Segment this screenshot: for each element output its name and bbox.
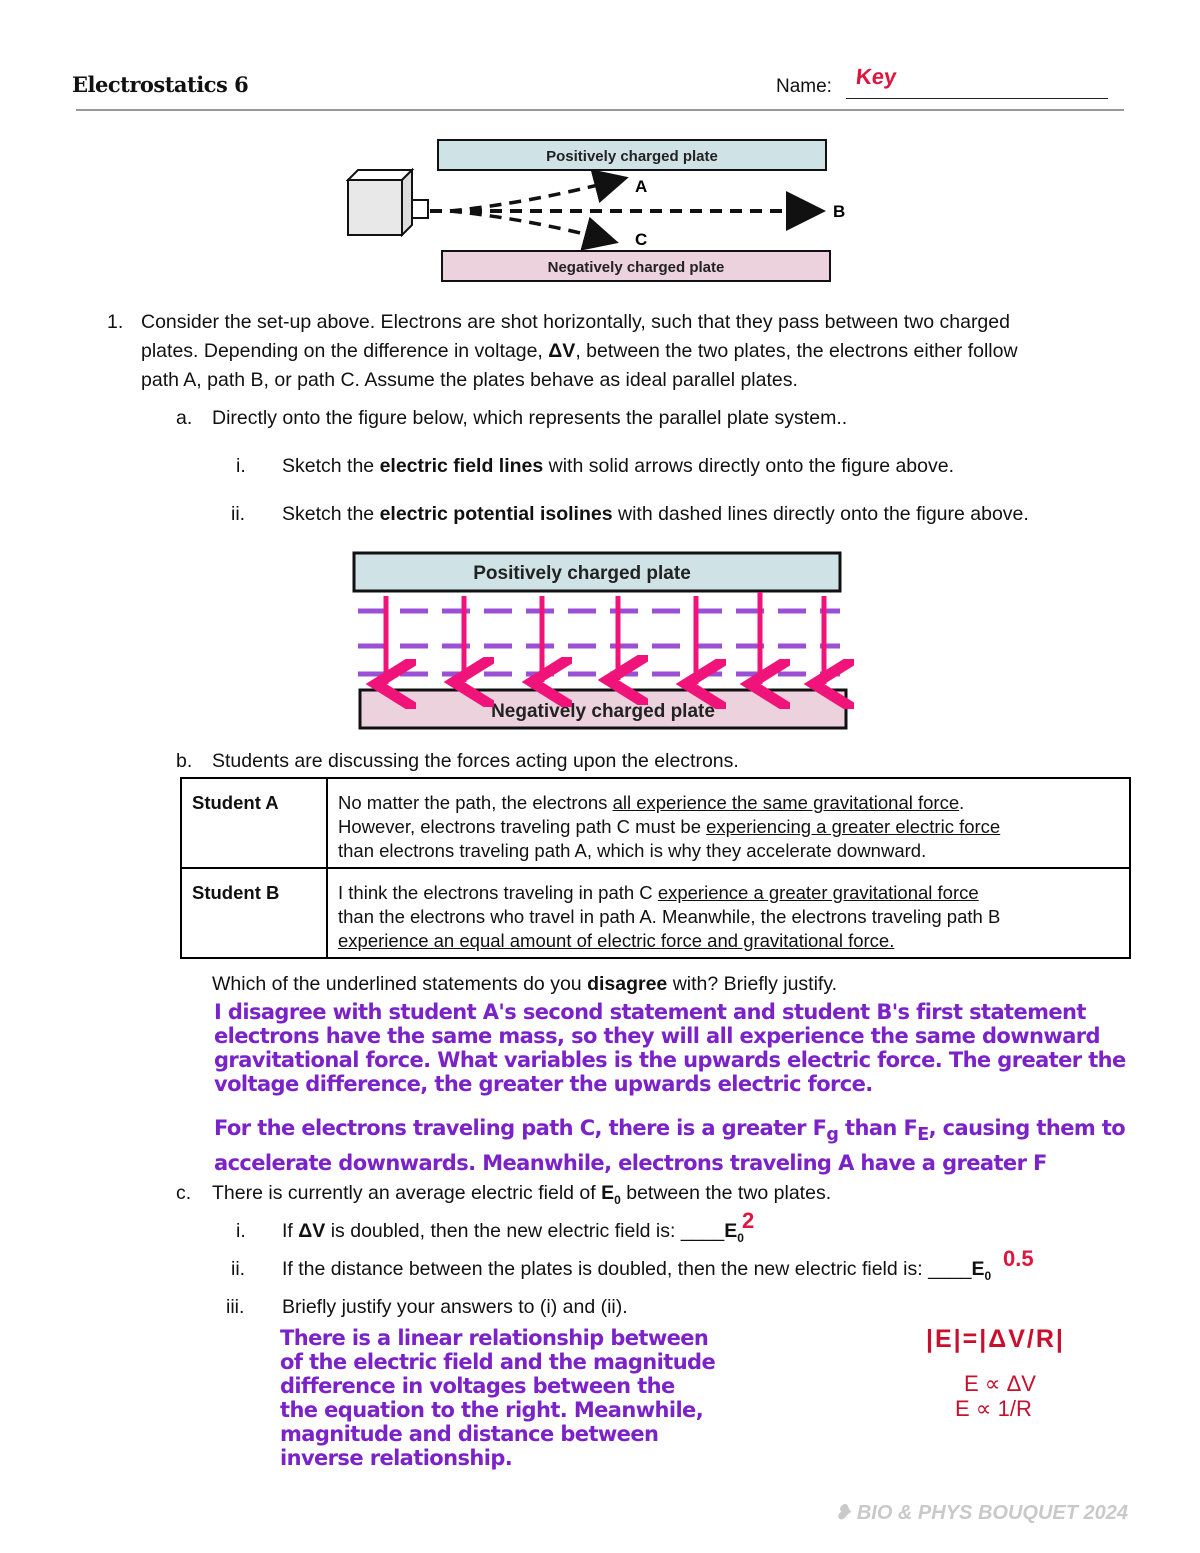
q1a-i-text: Sketch the electric field lines with solid arrows directly onto the figure above. — [282, 455, 955, 477]
q1c-ii-text: If the distance between the plates is doubled, then the new electric field is: $\_\_\_\_E_0$ — [282, 1258, 992, 1283]
q1a-label: a. — [176, 407, 193, 429]
path-a-label: A — [635, 177, 648, 196]
q1a-i-label: i. — [236, 455, 246, 477]
footer-watermark: ❥ BIO & PHYS BOUQUET 2024 — [834, 1502, 1128, 1524]
field-formula: |E|=|ΔV/R| — [926, 1325, 1065, 1353]
leaf-icon: ❥ — [834, 1502, 857, 1524]
q1b-prompt: Which of the underlined statements do you disagree with? Briefly justify. — [212, 973, 838, 995]
student-b-label: Student B — [181, 868, 327, 958]
proportional-voltage: E ∝ ΔV — [964, 1371, 1036, 1396]
parallel-plate-figure — [350, 548, 850, 733]
q1c-ii-answer: 0.5 — [1003, 1246, 1034, 1271]
q1a-text: Directly onto the figure below, which represents the parallel plate system.. — [212, 407, 848, 429]
q1c-i-answer: 2 — [742, 1208, 755, 1233]
q1b-text: Students are discussing the forces acting upon the electrons. — [212, 750, 739, 772]
path-c-arrow — [450, 211, 612, 241]
name-field-line — [846, 98, 1108, 99]
student-b-statement: I think the electrons traveling in path C experience a greater gravitational force than the electrons who travel in path A. Meanwhile, the electrons traveling path B experience an equal amount of electric force and gravitational force. — [327, 868, 1130, 958]
positive-plate-label: Positively charged plate — [546, 148, 718, 165]
q1c-iii-text: Briefly justify your answers to (i) and (ii). — [282, 1296, 628, 1318]
proportional-distance: E ∝ 1/R — [955, 1396, 1032, 1421]
electron-gun-figure — [330, 135, 870, 285]
table-row — [181, 868, 1130, 958]
underlined-statement: experience a greater gravitational force — [657, 882, 979, 903]
q1-stem: Consider the set-up above. Electrons are shot horizontally, such that they pass between two charged plates. Depending on the difference in voltage, ΔV, between the two plates, the electrons either follow path A, path B, or path C. Assume the plates behave as ideal parallel plates. — [141, 311, 1018, 391]
figure2-negative-label: Negatively charged plate — [491, 701, 715, 722]
student-a-statement: No matter the path, the electrons all experience the same gravitational force. However, electrons traveling path C must be experiencing a greater electric force than electrons traveling path A, which is why they accelerate downward. — [327, 778, 1130, 868]
q1c-iii-label: iii. — [226, 1296, 245, 1318]
name-answer-key: Key — [854, 64, 898, 89]
potential-isolines — [358, 611, 840, 674]
path-b-label: B — [833, 202, 846, 221]
q1b-answer: I disagree with student A's second statement and student B's first statement electrons have the same mass, so they will all experience the same downward gravitational force. What variables is the upwards electric force. The greater the voltage difference, the greater the upwards electric force. For the electrons traveling path C, there is a greater $F_g$ than $F_E$, causing them to accelerate downwards. Meanwhile, electrons traveling A have a greater F — [214, 1000, 1126, 1176]
underlined-statement: experiencing a greater electric force — [706, 816, 1001, 837]
path-c-label: C — [635, 230, 648, 249]
field-lines — [386, 592, 824, 684]
page-title: Electrostatics 6 — [72, 72, 249, 97]
q1c-text: There is currently an average electric field of $E_0$ between the two plates. — [212, 1182, 832, 1207]
q1a-ii-text: Sketch the electric potential isolines with dashed lines directly onto the figure above. — [282, 503, 1029, 525]
negative-plate-label: Negatively charged plate — [547, 259, 725, 276]
q1a-ii-label: ii. — [231, 503, 246, 525]
q1c-label: c. — [176, 1182, 192, 1204]
q1c-i-text: If ΔV is doubled, then the new electric field is: $\_\_\_\_E_0$ — [282, 1220, 744, 1245]
figure2-positive-label: Positively charged plate — [473, 563, 691, 584]
name-label: Name: — [776, 76, 832, 97]
q1c-i-label: i. — [236, 1220, 246, 1242]
table-row — [181, 778, 1130, 868]
underlined-statement: experience an equal amount of electric force and gravitational force. — [338, 930, 895, 951]
q1c-ii-label: ii. — [231, 1258, 246, 1280]
q1b-label: b. — [176, 750, 193, 772]
student-a-label: Student A — [181, 778, 327, 868]
q1c-answer: There is a linear relationship between of the electric field and the magnitude difference in voltages between the the equation to the right. Meanwhile, magnitude and distance between inverse relationship. — [280, 1326, 716, 1470]
path-a-arrow — [450, 179, 622, 211]
header-divider — [76, 109, 1124, 111]
underlined-statement: all experience the same gravitational force — [612, 792, 960, 813]
q1-number: 1. — [107, 311, 124, 333]
students-table — [180, 777, 1131, 959]
electron-gun — [348, 170, 428, 235]
